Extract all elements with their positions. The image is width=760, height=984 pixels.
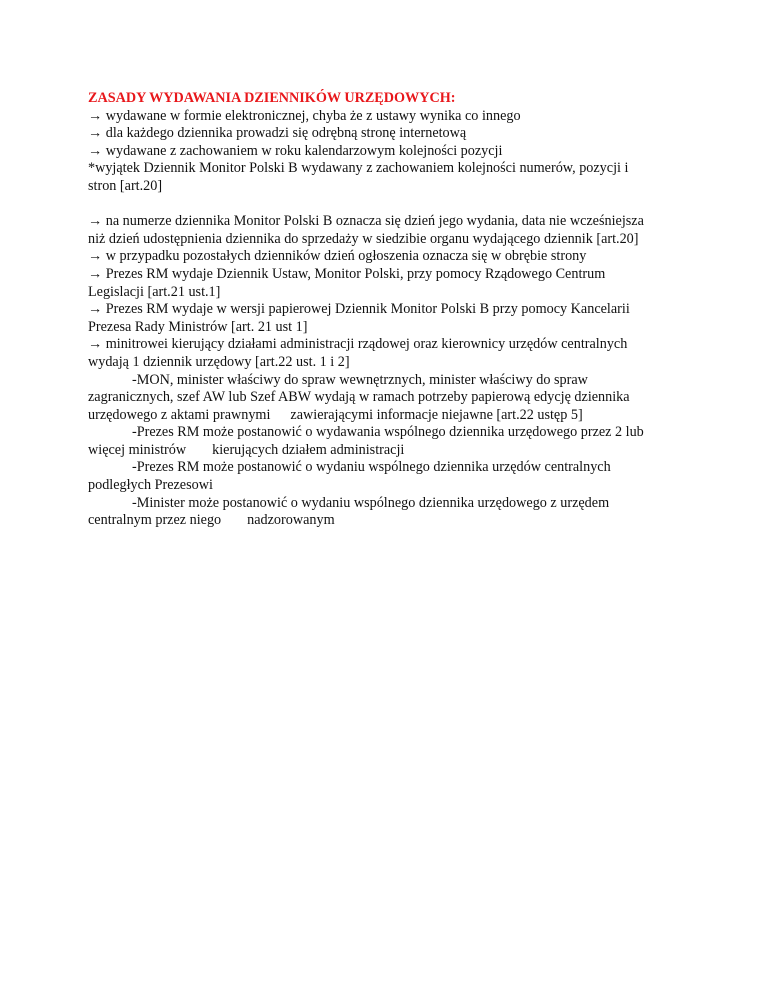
exception-monitor-polski-b-line1: *wyjątek Dziennik Monitor Polski B wydawany z zachowaniem kolejności numerów, pozycji i: [88, 160, 629, 177]
rule-electronic-form: → wydawane w formie elektronicznej, chyba że z ustawy wynika co innego: [88, 107, 521, 124]
rule-joint-ministers-line2-part2: kierujących działem administracji: [212, 441, 405, 458]
rule-mon-line3-part1: urzędowego z aktami prawnymi: [88, 406, 271, 423]
rule-ministers-line1: → minitrowei kierujący działami administracji rządowej oraz kierownicy urzędów centralnych: [88, 336, 628, 353]
document-title: ZASADY WYDAWANIA DZIENNIKÓW URZĘDOWYCH:: [88, 90, 456, 106]
rule-joint-central-line1: -Prezes RM może postanowić o wydaniu wspólnego dziennika urzędów centralnych: [132, 459, 611, 476]
rule-joint-ministers-line2-part1: więcej ministrów: [88, 441, 187, 458]
rule-minister-joint-line2: [88, 512, 688, 530]
rule-joint-ministers-line1: -Prezes RM może postanowić o wydawania wspólnego dziennika urzędowego przez 2 lub: [132, 424, 644, 441]
blank-line: [88, 196, 688, 214]
rule-prezes-rm-paper-line2: Prezesa Rady Ministrów [art. 21 ust 1]: [88, 318, 308, 335]
rule-prezes-rm-rcl-line2: Legislacji [art.21 ust.1]: [88, 283, 221, 300]
rule-mon-line2: zagranicznych, szef AW lub Szef ABW wydają w ramach potrzeby papierową edycję dziennika: [88, 389, 630, 406]
rule-minister-joint-line2-part1: centralnym przez niego: [88, 512, 222, 529]
rule-prezes-rm-rcl-line1: → Prezes RM wydaje Dziennik Ustaw, Monitor Polski, przy pomocy Rządowego Centrum: [88, 265, 606, 282]
rule-minister-joint-line1: -Minister może postanowić o wydaniu wspólnego dziennika urzędowego z urzędem: [132, 494, 610, 511]
rule-minister-joint-line2-part2: nadzorowanym: [247, 512, 335, 529]
rule-issue-date-line2: niż dzień udostępnienia dziennika do sprzedaży w siedzibie organu wydającego dziennik [art.20]: [88, 230, 639, 247]
rule-mon-line3-part2: zawierającymi informacje niejawne [art.22 ustęp 5]: [290, 406, 583, 423]
rule-issue-date-line1: → na numerze dziennika Monitor Polski B oznacza się dzień jego wydania, data nie wcześniejsza: [88, 213, 644, 230]
rule-prezes-rm-paper-line1: → Prezes RM wydaje w wersji papierowej Dziennik Monitor Polski B przy pomocy Kancelarii: [88, 301, 630, 318]
exception-monitor-polski-b-line2: stron [art.20]: [88, 177, 163, 194]
rule-mon-line1: -MON, minister właściwy do spraw wewnętrznych, minister właściwy do spraw: [132, 371, 588, 388]
document-body: [88, 90, 688, 530]
rule-separate-website: → dla każdego dziennika prowadzi się odrębną stronę internetową: [88, 125, 467, 142]
rule-mon-line3: [88, 407, 688, 425]
rule-joint-ministers-line2: [88, 442, 688, 460]
rule-order-of-positions: → wydawane z zachowaniem w roku kalendarzowym kolejności pozycji: [88, 142, 503, 159]
rule-ministers-line2: wydają 1 dziennik urzędowy [art.22 ust. 1 i 2]: [88, 353, 350, 370]
rule-other-journals: → w przypadku pozostałych dzienników dzień ogłoszenia oznacza się w obrębie strony: [88, 248, 587, 265]
rule-joint-central-line2: podległych Prezesowi: [88, 477, 213, 494]
